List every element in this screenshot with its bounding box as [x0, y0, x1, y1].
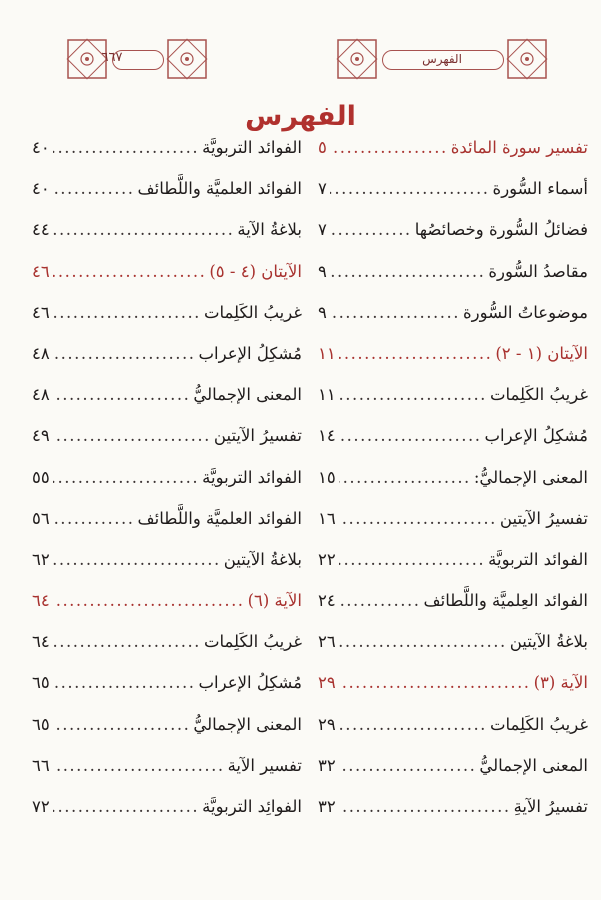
- ornament-icon: [502, 34, 552, 84]
- toc-entry: [318, 303, 588, 344]
- toc-entry-page: ٦٥: [32, 673, 50, 693]
- dot-leader: [53, 138, 199, 157]
- toc-entry-page: ٤٨: [32, 385, 50, 405]
- toc-entry-title: تفسيرُ الآيتين: [499, 508, 588, 528]
- dot-leader: [339, 673, 531, 692]
- toc-entry: [318, 632, 588, 673]
- toc-entry-page: ٤٠: [32, 179, 50, 199]
- dot-leader: [53, 179, 135, 198]
- toc-entry: [318, 756, 588, 797]
- dot-leader: [53, 797, 199, 816]
- toc-entry-title: الفوائد العِلميَّة واللَّطائف: [423, 591, 588, 611]
- toc-entry: [32, 138, 302, 179]
- toc-entry-page: ٥٥: [32, 467, 50, 487]
- toc-entry: [318, 385, 588, 426]
- toc-entry-page: ٩: [318, 302, 327, 322]
- dot-leader: [339, 632, 507, 651]
- toc-entry: [32, 797, 302, 838]
- toc-entry-page: ٢٤: [318, 591, 336, 611]
- toc-entry-title: الفوائد العلميَّة واللَّطائف: [137, 179, 302, 199]
- page-header: [62, 34, 552, 84]
- dot-leader: [53, 673, 196, 692]
- toc-entry-title: مقاصدُ السُّورة: [488, 261, 588, 281]
- toc-entry-page: ٦٢: [32, 549, 50, 569]
- toc-entry: [32, 385, 302, 426]
- dot-leader: [53, 715, 191, 734]
- toc-entry-title: غريبُ الكَلِمات: [489, 385, 588, 405]
- toc-entry-title: غريبُ الكَلِمات: [203, 302, 302, 322]
- toc-entry-page: ٢٦: [318, 632, 336, 652]
- toc-entry-title: الفوائد التربويَّة: [488, 549, 588, 569]
- dot-leader: [339, 509, 497, 528]
- dot-leader: [53, 344, 196, 363]
- dot-leader: [53, 756, 225, 775]
- toc-entry-title: المعنى الإجماليُّ:: [473, 467, 588, 487]
- toc-entry: [318, 179, 588, 220]
- dot-leader: [330, 138, 448, 157]
- page-title: الفهرس: [245, 101, 356, 132]
- toc-entry-page: ٤٩: [32, 426, 50, 446]
- dot-leader: [53, 220, 235, 239]
- toc-entry-page: ٤٠: [32, 138, 50, 157]
- dot-leader: [330, 303, 460, 322]
- toc-entry-page: ٢٢: [318, 549, 336, 569]
- dot-leader: [53, 550, 221, 569]
- dot-leader: [53, 426, 211, 445]
- toc-entry-page: ٦٤: [32, 632, 50, 652]
- toc-entry-page: ٣٢: [318, 797, 336, 816]
- toc-entry: [32, 344, 302, 385]
- toc-entry-title: مُشكِلُ الإعراب: [198, 343, 302, 363]
- toc-entry-page: ١١: [318, 385, 336, 405]
- toc-entry-title: موضوعاتُ السُّورة: [462, 302, 588, 322]
- toc-entry-title: الفوائد التربويَّة: [202, 467, 302, 487]
- toc-entry-title: بلاغةُ الآيتين: [223, 549, 302, 569]
- dot-leader: [330, 179, 490, 198]
- ornament-icon: [162, 34, 212, 84]
- dot-leader: [53, 468, 199, 487]
- toc-entry-page: ١٥: [318, 467, 336, 487]
- dot-leader: [339, 715, 487, 734]
- toc-entry-title: الفوائد العلميَّة واللَّطائف: [137, 508, 302, 528]
- dot-leader: [339, 550, 485, 569]
- toc-entry-page: ١٤: [318, 426, 336, 446]
- toc-entry-page: ٢٩: [318, 673, 336, 693]
- dot-leader: [339, 797, 511, 816]
- toc-entry-title: الآيتان (١ - ٢): [495, 343, 588, 363]
- toc-entry-page: ٥٦: [32, 508, 50, 528]
- toc-entry-page: ٧: [318, 220, 327, 240]
- toc-entry-page: ٦٤: [32, 591, 50, 611]
- toc-entry-page: ٤٦: [32, 261, 50, 281]
- toc-entry-title: الآية (٣): [533, 673, 588, 693]
- toc-entry-page: ٤٨: [32, 343, 50, 363]
- dot-leader: [53, 591, 245, 610]
- toc-entry-page: ٤٦: [32, 302, 50, 322]
- toc-entry-page: ٣٢: [318, 755, 336, 775]
- dot-leader: [53, 509, 135, 528]
- toc-column-left: [32, 138, 302, 838]
- toc-entry: [32, 220, 302, 261]
- dot-leader: [53, 262, 207, 281]
- toc-entry-title: غريبُ الكَلِمات: [489, 714, 588, 734]
- toc-entry-title: فضائلُ السُّورة وخصائصُها: [414, 220, 588, 240]
- dot-leader: [330, 262, 486, 281]
- toc-entry-page: ٢٩: [318, 714, 336, 734]
- dot-leader: [53, 303, 201, 322]
- toc-entry: [32, 550, 302, 591]
- toc-entry: [318, 715, 588, 756]
- toc-entry-page: ٥: [318, 138, 327, 157]
- toc-entry: [32, 715, 302, 756]
- toc-entry-page: ١١: [318, 343, 336, 363]
- dot-leader: [339, 591, 421, 610]
- toc-entry-title: مُشكِلُ الإعراب: [484, 426, 588, 446]
- toc-entry-page: ٤٤: [32, 220, 50, 240]
- toc-entry: [318, 426, 588, 467]
- toc-entry: [318, 591, 588, 632]
- toc-entry: [32, 468, 302, 509]
- toc-entry-title: تفسيرُ الآيةِ: [513, 797, 588, 816]
- dot-leader: [339, 426, 482, 445]
- toc-entry-title: الفوائد التربويَّة: [202, 138, 302, 157]
- toc-entry: [32, 632, 302, 673]
- toc-entry: [32, 673, 302, 714]
- running-title: الفهرس: [422, 52, 462, 66]
- toc-entry: [318, 550, 588, 591]
- toc-entry: [318, 138, 588, 179]
- toc-entry: [318, 673, 588, 714]
- toc-entry-title: مُشكِلُ الإعراب: [198, 673, 302, 693]
- toc-entry: [318, 509, 588, 550]
- toc-entry: [318, 262, 588, 303]
- toc-entry: [318, 220, 588, 261]
- toc-entry-page: ٧: [318, 179, 327, 199]
- dot-leader: [339, 344, 493, 363]
- dot-leader: [53, 385, 191, 404]
- toc-entry: [32, 179, 302, 220]
- toc-entry-page: ٦٦: [32, 755, 50, 775]
- toc-entry-page: ٧٢: [32, 797, 50, 816]
- toc-entry: [32, 509, 302, 550]
- toc-entry-title: تفسيرُ الآيتين: [213, 426, 302, 446]
- toc-entry-page: ١٦: [318, 508, 336, 528]
- toc-entry: [32, 303, 302, 344]
- toc-entry: [32, 591, 302, 632]
- dot-leader: [339, 385, 487, 404]
- toc-entry-title: تفسير الآية: [227, 755, 302, 775]
- dot-leader: [53, 632, 201, 651]
- toc-entry-title: المعنى الإجماليُّ: [479, 755, 588, 775]
- toc-entry: [318, 468, 588, 509]
- toc-entry: [32, 262, 302, 303]
- toc-entry: [318, 344, 588, 385]
- toc-entry-title: الآية (٦): [247, 591, 302, 611]
- toc-entry-title: تفسير سورة المائدة: [450, 138, 588, 157]
- toc-entry-title: المعنى الإجماليُّ: [193, 385, 302, 405]
- toc-entry-title: غريبُ الكَلِمات: [203, 632, 302, 652]
- toc-entry-title: أسماء السُّورة: [492, 179, 588, 199]
- toc-entry-title: المعنى الإجماليُّ: [193, 714, 302, 734]
- toc-entry-title: بلاغةُ الآية: [237, 220, 302, 240]
- dot-leader: [339, 756, 477, 775]
- toc-entry: [32, 756, 302, 797]
- ornament-icon: [332, 34, 382, 84]
- toc-entry-title: الفوائِد التربويَّة: [202, 797, 302, 816]
- dot-leader: [330, 220, 412, 239]
- toc-entry-page: ٩: [318, 261, 327, 281]
- dot-leader: [339, 468, 471, 487]
- toc-entry-title: بلاغةُ الآيتين: [509, 632, 588, 652]
- toc-entry-title: الآيتان (٤ - ٥): [209, 261, 302, 281]
- toc-entry: [318, 797, 588, 838]
- toc-entry-page: ٦٥: [32, 714, 50, 734]
- toc-column-right: [318, 138, 588, 838]
- page-number: ٦٦٧: [101, 50, 123, 65]
- toc-entry: [32, 426, 302, 467]
